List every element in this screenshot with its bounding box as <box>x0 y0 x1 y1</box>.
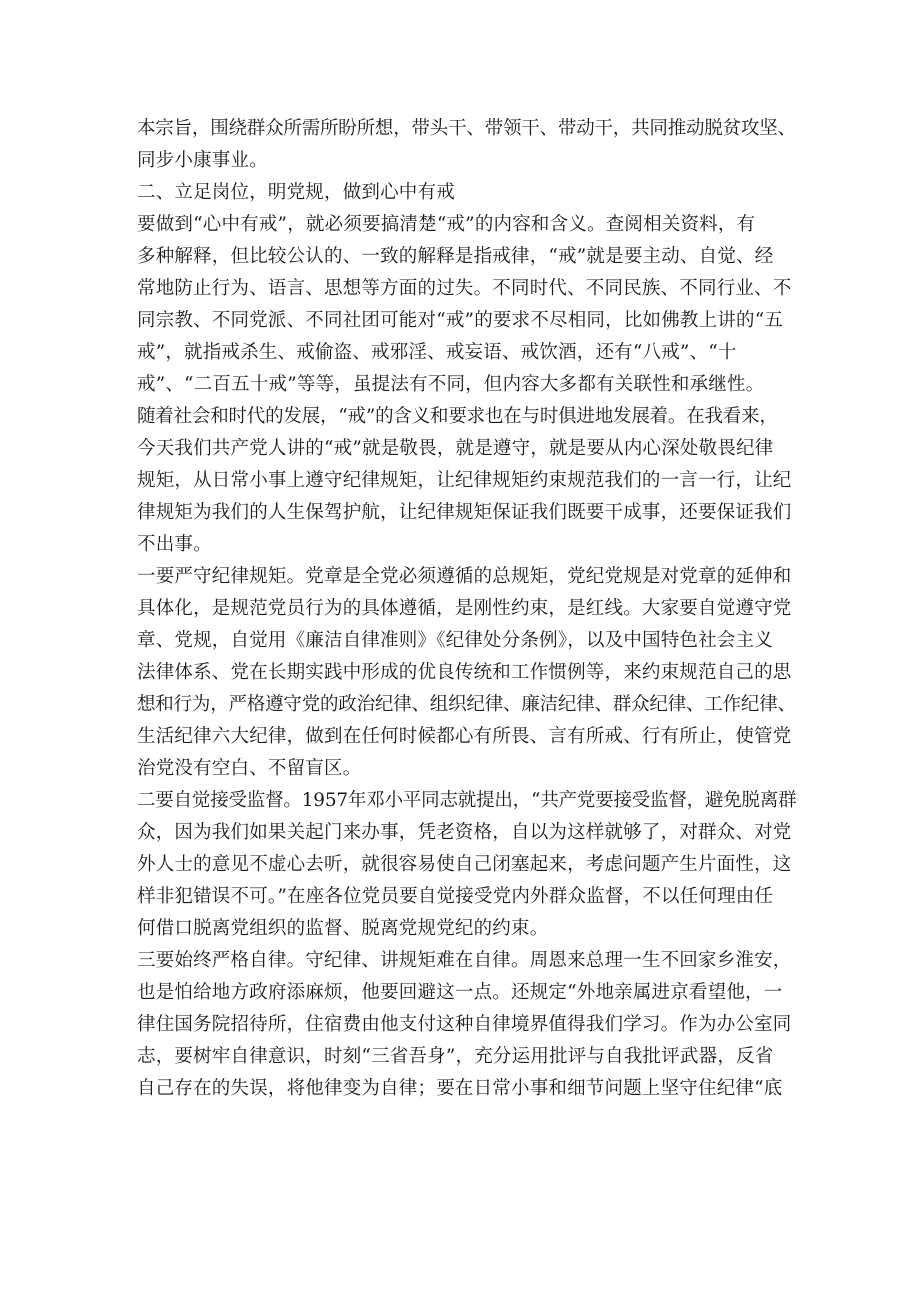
text-line: 多种解释，但比较公认的、一致的解释是指戒律，“戒”就是要主动、自觉、经 <box>137 246 774 267</box>
text-line: 生活纪律六大纪律，做到在任何时候都心有所畏、言有所戒、行有所止，使管党 <box>137 726 792 747</box>
text-line: 要做到“心中有戒”，就必须要搞清楚“戒”的内容和含义。查阅相关资料，有 <box>137 214 756 235</box>
text-line: 本宗旨，围绕群众所需所盼所想，带头干、带领干、带动干，共同推动脱贫攻坚、 <box>137 118 796 139</box>
text-line: 何借口脱离党组织的监督、脱离党规党纪的约束。 <box>137 918 549 939</box>
text-line: 今天我们共产党人讲的“戒”就是敬畏，就是遵守，就是要从内心深处敬畏纪律 <box>137 438 774 459</box>
text-line: 同宗教、不同党派、不同社团可能对“戒”的要求不尽相同，比如佛教上讲的“五 <box>137 310 784 331</box>
text-line: 常地防止行为、语言、思想等方面的过失。不同时代、不同民族、不同行业、不 <box>137 278 792 299</box>
text-line: 规矩，从日常小事上遵守纪律规矩，让纪律规矩约束规范我们的一言一行，让纪 <box>137 470 792 491</box>
text-line: 二要自觉接受监督。1957年邓小平同志就提出，“共产党要接受监督，避免脱离群 <box>137 790 797 811</box>
text-line: 治党没有空白、不留盲区。 <box>137 758 362 779</box>
text-line: 法律体系、党在长期实践中形成的优良传统和工作惯例等，来约束规范自己的思 <box>137 662 792 683</box>
text-line: 也是怕给地方政府添麻烦，他要回避这一点。还规定“外地亲属进京看望他，一 <box>137 982 783 1003</box>
text-line: 章、党规，自觉用《廉洁自律准则》《纪律处分条例》，以及中国特色社会主义 <box>137 630 774 651</box>
text-line: 自己存在的失误，将他律变为自律；要在日常小事和细节问题上坚守住纪律“底 <box>137 1078 783 1099</box>
document-body <box>137 113 802 1105</box>
text-line: 不出事。 <box>137 534 212 555</box>
text-line: 二、立足岗位，明党规，做到心中有戒 <box>137 182 455 203</box>
text-line: 想和行为，严格遵守党的政治纪律、组织纪律、廉洁纪律、群众纪律、工作纪律、 <box>137 694 796 715</box>
text-line: 同步小康事业。 <box>137 150 268 171</box>
text-line: 一要严守纪律规矩。党章是全党必须遵循的总规矩，党纪党规是对党章的延伸和 <box>137 566 792 587</box>
text-line: 律规矩为我们的人生保驾护航，让纪律规矩保证我们既要干成事，还要保证我们 <box>137 502 792 523</box>
text-line: 样非犯错误不可。”在座各位党员要自觉接受党内外群众监督，不以任何理由任 <box>137 886 774 907</box>
text-line: 具体化，是规范党员行为的具体遵循，是刚性约束，是红线。大家要自觉遵守党 <box>137 598 792 619</box>
text-line: 随着社会和时代的发展，“戒”的含义和要求也在与时俱进地发展着。在我看来， <box>137 406 778 427</box>
text-line: 外人士的意见不虚心去听，就很容易使自己闭塞起来，考虑问题产生片面性，这 <box>137 854 792 875</box>
text-line: 戒”，就指戒杀生、戒偷盗、戒邪淫、戒妄语、戒饮酒，还有“八戒”、“十 <box>137 342 737 363</box>
text-line: 律住国务院招待所，住宿费由他支付这种自律境界值得我们学习。作为办公室同 <box>137 1014 792 1035</box>
text-line: 众，因为我们如果关起门来办事，凭老资格，自以为这样就够了，对群众、对党 <box>137 822 792 843</box>
text-line: 三要始终严格自律。守纪律、讲规矩难在自律。周恩来总理一生不回家乡淮安， <box>137 950 792 971</box>
text-line: 志，要树牢自律意识，时刻“三省吾身”，充分运用批评与自我批评武器，反省 <box>137 1046 774 1067</box>
text-line: 戒”、“二百五十戒”等等，虽提法有不同，但内容大多都有关联性和承继性。 <box>137 374 765 395</box>
